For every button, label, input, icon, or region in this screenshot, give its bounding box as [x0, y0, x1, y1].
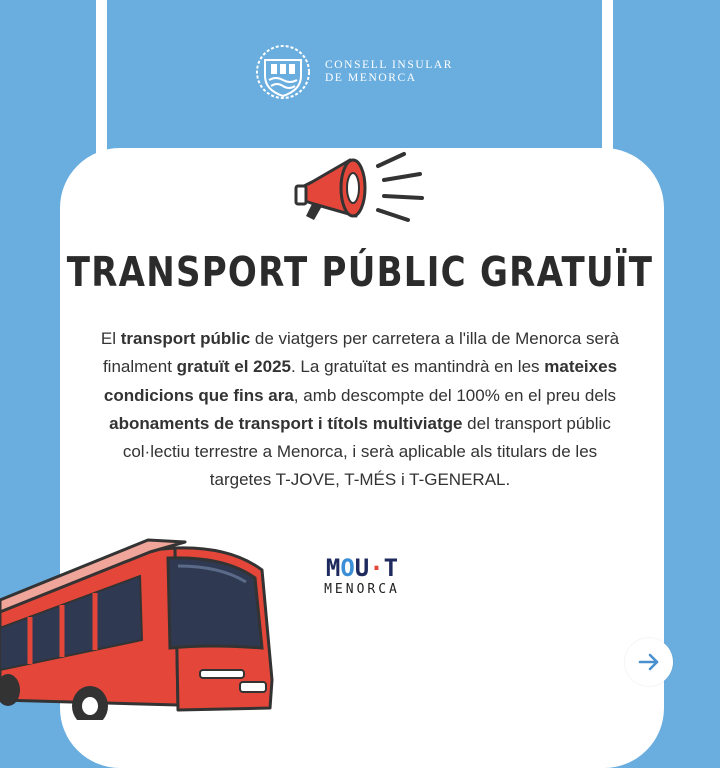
org-name [325, 59, 475, 85]
hanging-strap-right [602, 0, 613, 168]
text-emphasis: mateixes condicions que fins ara [103, 357, 618, 405]
mout-wordmark [310, 555, 414, 581]
text-segment: del transport públic col·lectiu terrestre a Menorca, i serà aplicable als titulars de les targetes T-JOVE, T-MÉS i T-GENERAL. [122, 413, 611, 490]
bus-illustration [0, 530, 290, 720]
consell-seal-icon [253, 42, 313, 102]
text-emphasis: abonaments de transport i títols multiviatge [109, 413, 463, 433]
mout-letter: M [325, 554, 341, 582]
text-segment: , amb descompte del 100% en el preu dels [293, 385, 617, 405]
mout-letter: · [369, 554, 384, 582]
org-name-line1: CONSELL INSULAR [325, 59, 454, 71]
mout-letter: T [383, 554, 399, 582]
org-name-line2: DE MENORCA [325, 72, 417, 84]
arrow-right-icon [636, 649, 662, 675]
mout-menorca-logo [310, 555, 414, 601]
mout-subtitle: MENORCA [324, 582, 400, 597]
text-segment: . La gratuïtat es mantindrà en les [290, 357, 545, 377]
mout-letter: O [340, 554, 355, 582]
announcement-text [95, 325, 625, 495]
text-emphasis: gratuït el 2025 [176, 357, 291, 377]
next-button[interactable] [625, 638, 673, 686]
page-title: TRANSPORT PÚBLIC GRATUÏT [66, 248, 654, 296]
text-segment: El [100, 329, 121, 348]
header-logo [253, 40, 483, 104]
text-emphasis: transport públic [120, 329, 251, 348]
mout-letter: U [354, 554, 370, 582]
text-segment: de viatgers per carretera a l'illa de Menorca serà finalment [102, 329, 620, 377]
hanging-strap-left [96, 0, 107, 168]
megaphone-icon [292, 150, 432, 236]
